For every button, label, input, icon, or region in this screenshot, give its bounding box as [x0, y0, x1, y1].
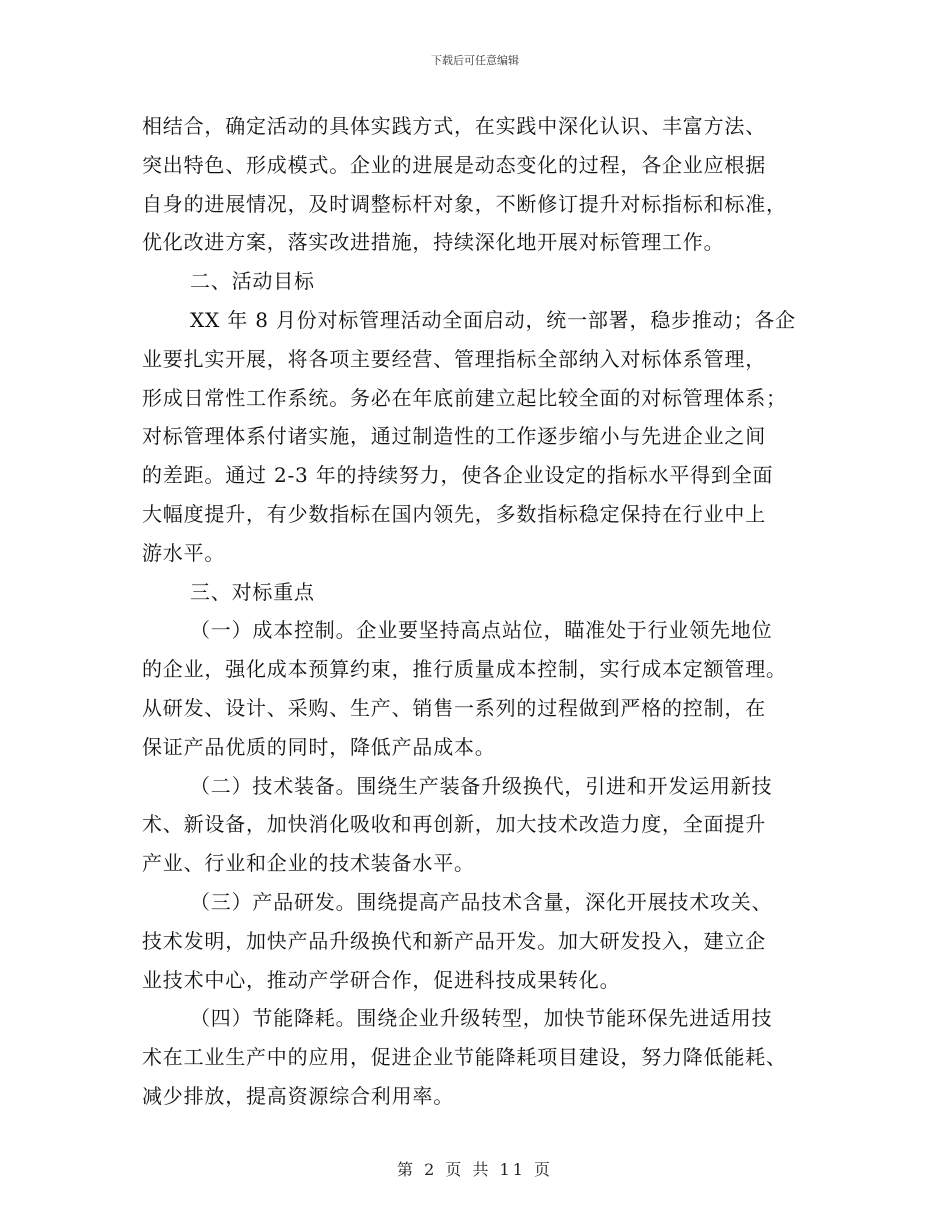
body-line: 术、新设备，加快消化吸收和再创新，加大技术改造力度，全面提升 — [142, 812, 766, 837]
page-header: 下载后可任意编辑 — [431, 54, 519, 67]
body-line: 的差距。通过 2-3 年的持续努力，使各企业设定的指标水平得到全面 — [142, 463, 774, 488]
body-line: 优化改进方案，落实改进措施，持续深化地开展对标管理工作。 — [142, 230, 725, 255]
body-line: （四）节能降耗。围绕企业升级转型，加快节能环保先进适用技 — [190, 1006, 773, 1031]
body-line: （一）成本控制。企业要坚持高点站位，瞄准处于行业领先地位 — [190, 618, 773, 643]
section-heading: 二、活动目标 — [190, 269, 315, 294]
body-line: 突出特色、形成模式。企业的进展是动态变化的过程，各企业应根据 — [142, 152, 766, 177]
body-line: 从研发、设计、采购、生产、销售一系列的过程做到严格的控制，在 — [142, 695, 766, 720]
body-line: 减少排放，提高资源综合利用率。 — [142, 1083, 454, 1108]
body-line: 相结合，确定活动的具体实践方式，在实践中深化认识、丰富方法、 — [142, 114, 766, 138]
body-line: 自身的进展情况，及时调整标杆对象，不断修订提升对标指标和标准， — [142, 191, 787, 216]
body-line: 游水平。 — [142, 540, 226, 565]
body-line: 术在工业生产中的应用，促进企业节能降耗项目建设，努力降低能耗、 — [142, 1045, 787, 1070]
body-line: （三）产品研发。围绕提高产品技术含量，深化开展技术攻关、 — [190, 889, 773, 914]
body-line: 对标管理体系付诸实施，通过制造性的工作逐步缩小与先进企业之间 — [142, 424, 766, 449]
section-heading: 三、对标重点 — [190, 579, 315, 604]
body-line: XX 年 8 月份对标管理活动全面启动，统一部署，稳步推动；各企 — [190, 307, 796, 332]
body-line: （二）技术装备。围绕生产装备升级换代，引进和开发运用新技 — [190, 773, 773, 798]
body-line: 产业、行业和企业的技术装备水平。 — [142, 851, 475, 876]
body-line: 形成日常性工作系统。务必在年底前建立起比较全面的对标管理体系； — [142, 385, 787, 410]
body-line: 技术发明，加快产品升级换代和新产品开发。加大研发投入，建立企 — [142, 928, 766, 953]
document-body — [142, 107, 810, 1116]
page-number: 第 2 页 共 11 页 — [397, 1160, 553, 1179]
body-line: 的企业，强化成本预算约束，推行质量成本控制，实行成本定额管理。 — [142, 657, 787, 682]
body-line: 业要扎实开展，将各项主要经营、管理指标全部纳入对标体系管理， — [142, 346, 766, 371]
body-line: 业技术中心，推动产学研合作，促进科技成果转化。 — [142, 967, 621, 992]
body-line: 保证产品优质的同时，降低产品成本。 — [142, 734, 496, 759]
body-line: 大幅度提升，有少数指标在国内领先，多数指标稳定保持在行业中上 — [142, 501, 766, 526]
